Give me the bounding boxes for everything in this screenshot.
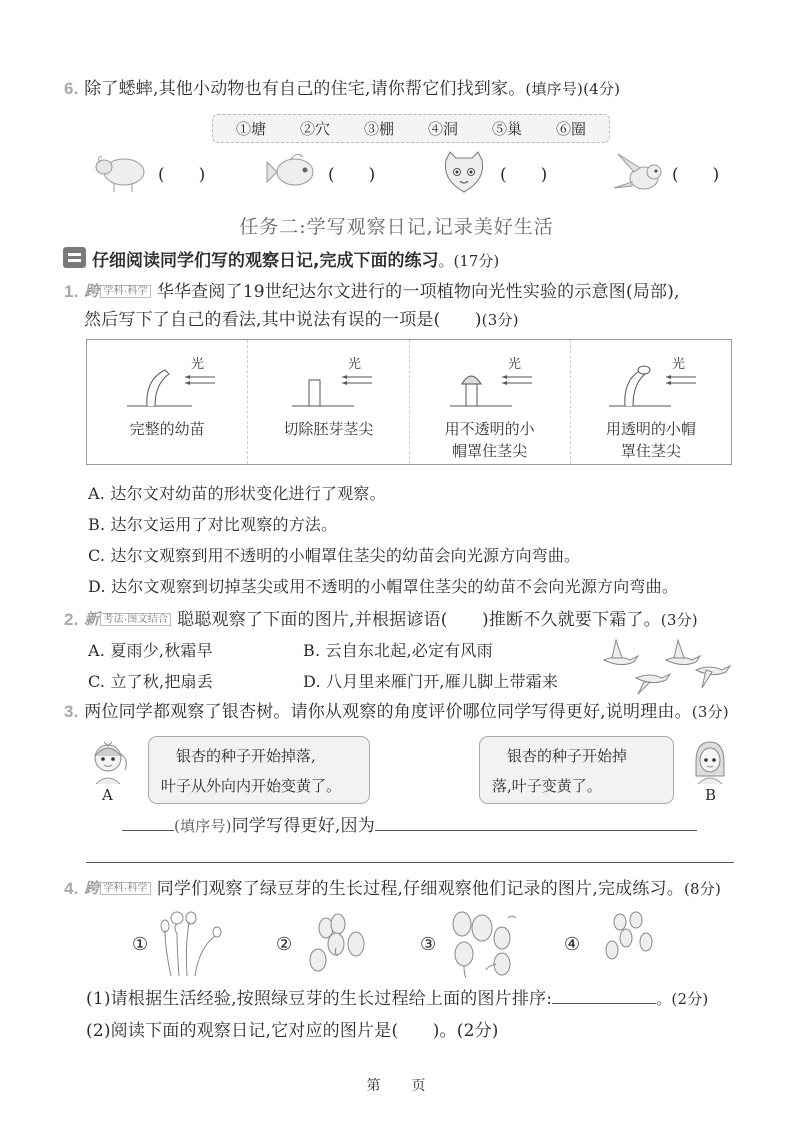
dry-beans-icon — [596, 908, 668, 978]
q1-text-line1: 华华查阅了19世纪达尔文进行的一项植物向光性实验的示意图(局部), — [156, 282, 680, 302]
section-title — [92, 246, 499, 271]
q3-text: 两位同学都观察了银杏树。请你从观察的角度评价哪位同学写得更好,说明理由。 — [84, 702, 692, 722]
section-number-badge — [63, 247, 86, 268]
q3-answer-hint: (填序号) — [174, 817, 232, 835]
answer-blank[interactable]: ( ) — [328, 165, 376, 185]
q1-option-a[interactable]: A. 达尔文对幼苗的形状变化进行了观察。 — [88, 484, 386, 503]
question-number: 3. — [64, 702, 79, 721]
q3-prompt — [64, 701, 729, 723]
diagram-caption: 用透明的小帽 罩住茎尖 — [605, 420, 696, 460]
page-footer: 第 页 — [366, 1078, 427, 1094]
cat-icon — [436, 150, 492, 194]
answer-blank[interactable]: ( ) — [672, 165, 720, 185]
answer-blank[interactable]: ( ) — [158, 165, 206, 185]
q4-sub1-score: 。(2分) — [656, 990, 709, 1008]
student-a-label: A — [102, 786, 113, 804]
q4-sub1 — [86, 988, 708, 1010]
q4-sub1-text: (1)请根据生活经验,按照绿豆芽的生长过程给上面的图片排序: — [86, 989, 553, 1009]
q6-score: (4分) — [583, 80, 621, 98]
beans-with-roots-icon — [446, 908, 518, 978]
picture-number: ① — [132, 934, 149, 955]
question-number: 6. — [64, 79, 79, 98]
word-bank-item: ①塘 — [235, 120, 266, 138]
q6-text: 除了蟋蟀,其他小动物也有自己的住宅,请你帮它们找到家。 — [84, 79, 526, 99]
word-bank-item: ③棚 — [363, 120, 394, 138]
question-number: 2. — [64, 610, 79, 629]
svg-text:光: 光 — [507, 357, 521, 372]
wild-geese-illustration — [600, 636, 750, 696]
word-bank — [212, 114, 610, 143]
q1-option-b[interactable]: B. 达尔文运用了对比观察的方法。 — [88, 515, 338, 534]
answer-blank[interactable]: ( ) — [500, 165, 548, 185]
word-bank-item: ⑤巢 — [491, 120, 522, 138]
student-b-avatar — [690, 738, 730, 786]
diagram-caption: 用不透明的小 帽罩住茎尖 — [444, 420, 535, 460]
answer-blank-student[interactable] — [122, 830, 174, 831]
q1-line1 — [64, 280, 680, 305]
q6-prompt — [64, 78, 620, 100]
section-score: 。(17分) — [438, 252, 500, 270]
sprouted-beans-icon — [155, 908, 227, 978]
q2-option-c[interactable]: C. 立了秋,把扇丢 — [88, 672, 213, 691]
student-b-label: B — [705, 786, 717, 804]
diagram-cell-whole-seedling — [87, 340, 248, 464]
cross-subject-tag: 跨 学科·科学 — [84, 877, 151, 902]
diagram-cell-transparent-cap — [571, 340, 731, 464]
svg-text:光: 光 — [348, 357, 362, 372]
seedling-transparent-cap-icon — [571, 340, 732, 420]
question-number: 4. — [64, 879, 79, 898]
bird-icon — [610, 150, 666, 194]
word-bank-item: ④洞 — [427, 120, 458, 138]
answer-blank-reason[interactable] — [375, 830, 697, 831]
q2-text: 聪聪观察了下面的图片,并根据谚语( )推断不久就要下霜了。 — [177, 610, 661, 630]
section-title-text: 仔细阅读同学们写的观察日记,完成下面的练习 — [92, 251, 439, 271]
q6-hint: (填序号) — [525, 80, 584, 98]
beans-early-sprout-icon — [302, 908, 374, 978]
student-a-speech-bubble: 银杏的种子开始掉落, 叶子从外向内开始变黄了。 — [148, 736, 370, 804]
q1-option-d[interactable]: D. 达尔文观察到切掉茎尖或用不透明的小帽罩住茎尖的幼苗不会向光源方向弯曲。 — [88, 577, 679, 596]
fish-icon — [265, 150, 321, 194]
seedling-opaque-cap-icon — [410, 340, 571, 420]
q4-sub2: (2)阅读下面的观察日记,它对应的图片是( )。(2分) — [86, 1021, 499, 1041]
task-title: 任务二:学写观察日记,记录美好生活 — [239, 216, 554, 238]
q4-score: (8分) — [683, 880, 722, 898]
sheep-icon — [92, 150, 148, 194]
diagram-caption: 完整的幼苗 — [129, 420, 205, 438]
svg-text:光: 光 — [191, 357, 205, 372]
answer-blank-reason-line2[interactable] — [86, 862, 734, 863]
new-exam-tag: 新 考法·图文结合 — [84, 608, 171, 633]
student-b-speech-bubble: 银杏的种子开始掉 落,叶子变黄了。 — [479, 736, 674, 804]
picture-number: ④ — [564, 934, 581, 955]
word-bank-item: ②穴 — [299, 120, 330, 138]
picture-number: ② — [276, 934, 293, 955]
picture-number: ③ — [420, 934, 437, 955]
seedling-cut-icon — [248, 340, 409, 420]
q2-prompt — [64, 608, 698, 633]
q2-option-a[interactable]: A. 夏雨少,秋霜早 — [88, 641, 213, 660]
q2-option-b[interactable]: B. 云自东北起,必定有风雨 — [303, 641, 493, 660]
seedling-curved-icon — [87, 340, 248, 420]
diagram-cell-opaque-cap — [410, 340, 571, 464]
answer-blank-order[interactable] — [552, 1003, 656, 1004]
phototropism-diagram — [86, 339, 732, 465]
q4-text: 同学们观察了绿豆芽的生长过程,仔细观察他们记录的图片,完成练习。 — [156, 879, 684, 899]
diagram-cell-tip-removed — [248, 340, 409, 464]
q1-text-line2: 然后写下了自己的看法,其中说法有误的一项是( ) — [84, 310, 482, 330]
student-a-avatar — [88, 738, 128, 786]
svg-text:光: 光 — [671, 357, 685, 372]
q1-option-c[interactable]: C. 达尔文观察到用不透明的小帽罩住茎尖的幼苗会向光源方向弯曲。 — [88, 546, 581, 565]
q4-prompt — [64, 877, 721, 902]
word-bank-item: ⑥圈 — [555, 120, 586, 138]
q3-score: (3分) — [691, 703, 729, 721]
cross-subject-tag: 跨 学科·科学 — [84, 280, 151, 305]
q1-score: (3分) — [481, 311, 519, 329]
q1-line2 — [84, 309, 519, 331]
q3-answer-line — [122, 815, 697, 837]
question-number: 1. — [64, 282, 79, 301]
q2-option-d[interactable]: D. 八月里来雁门开,雁儿脚上带霜来 — [303, 672, 559, 691]
q3-answer-text: 同学写得更好,因为 — [231, 816, 375, 836]
diagram-caption: 切除胚芽茎尖 — [283, 420, 374, 438]
q2-score: (3分) — [660, 611, 698, 629]
